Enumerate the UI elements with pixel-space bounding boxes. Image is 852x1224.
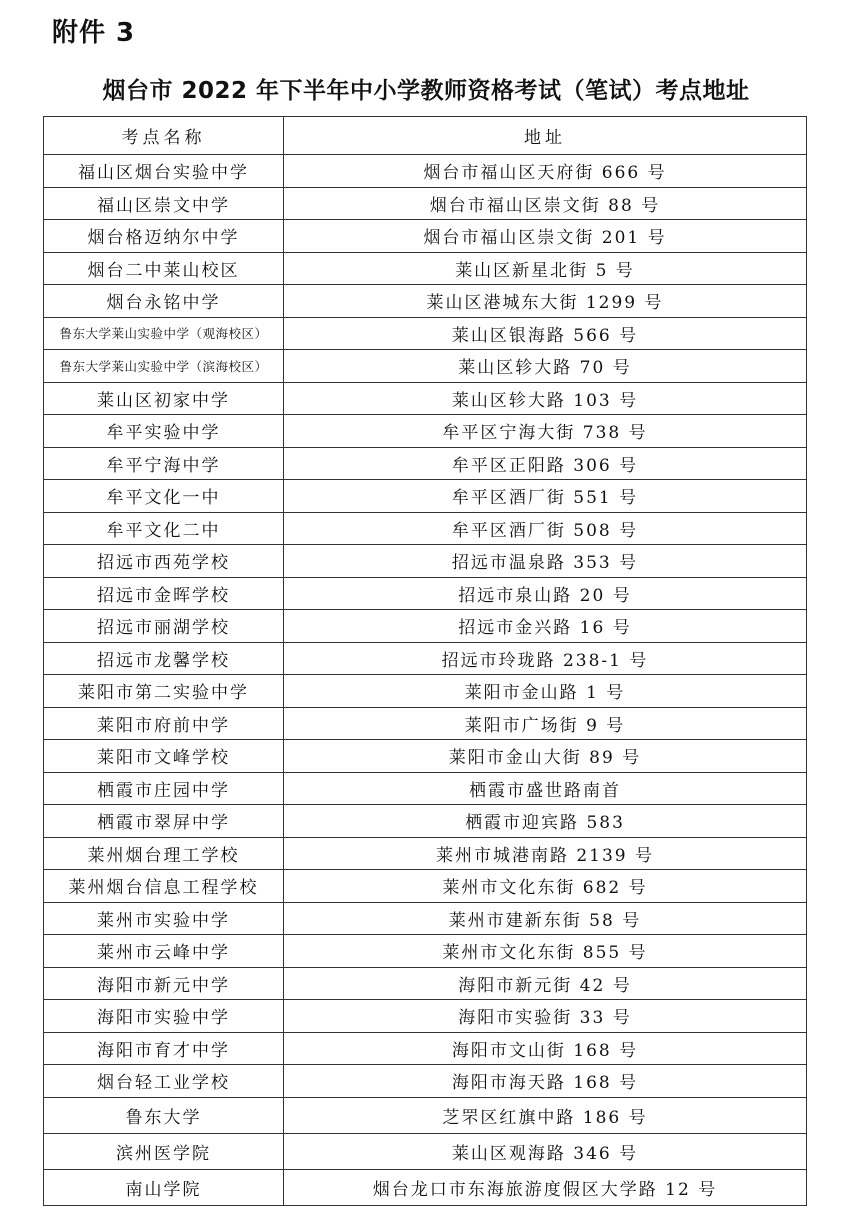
site-name-cell: 莱州市云峰中学 [44, 935, 284, 968]
table-row [44, 642, 807, 675]
site-name-cell: 福山区崇文中学 [44, 187, 284, 220]
attachment-label: 附件 3 [52, 18, 136, 48]
site-name-cell: 福山区烟台实验中学 [44, 155, 284, 188]
site-name-cell: 滨州医学院 [44, 1133, 284, 1169]
table-row [44, 967, 807, 1000]
address-cell: 莱山区轸大路 103 号 [284, 382, 807, 415]
table-row [44, 1000, 807, 1033]
site-name-cell: 莱阳市第二实验中学 [44, 675, 284, 708]
address-cell: 莱山区观海路 346 号 [284, 1133, 807, 1169]
site-name-cell: 鲁东大学 [44, 1097, 284, 1133]
address-cell: 莱州市文化东街 682 号 [284, 870, 807, 903]
address-cell: 牟平区酒厂街 508 号 [284, 512, 807, 545]
table-header-row [44, 117, 807, 155]
table-row [44, 805, 807, 838]
table-row [44, 577, 807, 610]
address-cell: 海阳市实验街 33 号 [284, 1000, 807, 1033]
table-row [44, 447, 807, 480]
address-cell: 牟平区正阳路 306 号 [284, 447, 807, 480]
site-name-cell: 烟台格迈纳尔中学 [44, 220, 284, 253]
site-name-cell: 牟平实验中学 [44, 415, 284, 448]
table-row [44, 902, 807, 935]
site-name-cell: 莱山区初家中学 [44, 382, 284, 415]
site-name-cell: 栖霞市翠屏中学 [44, 805, 284, 838]
site-name-cell: 海阳市新元中学 [44, 967, 284, 1000]
table-row [44, 480, 807, 513]
table-row [44, 740, 807, 773]
address-cell: 烟台市福山区天府街 666 号 [284, 155, 807, 188]
table-row [44, 1133, 807, 1169]
site-name-cell: 莱州市实验中学 [44, 902, 284, 935]
table-row [44, 610, 807, 643]
exam-sites-table [43, 116, 807, 1206]
site-name-cell: 牟平宁海中学 [44, 447, 284, 480]
address-cell: 招远市温泉路 353 号 [284, 545, 807, 578]
address-cell: 牟平区酒厂街 551 号 [284, 480, 807, 513]
address-cell: 莱阳市金山路 1 号 [284, 675, 807, 708]
table-row [44, 512, 807, 545]
site-name-cell: 莱州烟台理工学校 [44, 837, 284, 870]
table-row [44, 382, 807, 415]
document-title: 烟台市 2022 年下半年中小学教师资格考试（笔试）考点地址 [102, 78, 750, 104]
site-name-cell: 鲁东大学莱山实验中学（滨海校区） [44, 350, 284, 383]
table-row [44, 870, 807, 903]
site-name-cell: 烟台二中莱山校区 [44, 252, 284, 285]
table-row [44, 350, 807, 383]
table-row [44, 187, 807, 220]
site-name-cell: 海阳市育才中学 [44, 1032, 284, 1065]
address-cell: 牟平区宁海大街 738 号 [284, 415, 807, 448]
address-cell: 莱州市城港南路 2139 号 [284, 837, 807, 870]
table-row [44, 772, 807, 805]
table-row [44, 1169, 807, 1205]
table-row [44, 837, 807, 870]
table-row [44, 1032, 807, 1065]
table-row [44, 317, 807, 350]
site-name-cell: 烟台轻工业学校 [44, 1065, 284, 1098]
address-cell: 招远市金兴路 16 号 [284, 610, 807, 643]
table-row [44, 285, 807, 318]
address-cell: 烟台市福山区崇文街 201 号 [284, 220, 807, 253]
column-header-address: 地址 [284, 117, 807, 155]
table-row [44, 415, 807, 448]
table-row [44, 935, 807, 968]
address-cell: 招远市玲珑路 238-1 号 [284, 642, 807, 675]
site-name-cell: 烟台永铭中学 [44, 285, 284, 318]
site-name-cell: 招远市西苑学校 [44, 545, 284, 578]
table-row [44, 707, 807, 740]
address-cell: 莱山区银海路 566 号 [284, 317, 807, 350]
site-name-cell: 海阳市实验中学 [44, 1000, 284, 1033]
site-name-cell: 莱阳市府前中学 [44, 707, 284, 740]
table-row [44, 675, 807, 708]
address-cell: 莱阳市广场街 9 号 [284, 707, 807, 740]
address-cell: 海阳市文山街 168 号 [284, 1032, 807, 1065]
address-cell: 芝罘区红旗中路 186 号 [284, 1097, 807, 1133]
site-name-cell: 莱州烟台信息工程学校 [44, 870, 284, 903]
table-row [44, 155, 807, 188]
site-name-cell: 鲁东大学莱山实验中学（观海校区） [44, 317, 284, 350]
site-name-cell: 莱阳市文峰学校 [44, 740, 284, 773]
address-cell: 海阳市海天路 168 号 [284, 1065, 807, 1098]
address-cell: 烟台龙口市东海旅游度假区大学路 12 号 [284, 1169, 807, 1205]
address-cell: 烟台市福山区崇文街 88 号 [284, 187, 807, 220]
site-name-cell: 招远市丽湖学校 [44, 610, 284, 643]
site-name-cell: 牟平文化二中 [44, 512, 284, 545]
table-row [44, 220, 807, 253]
address-cell: 栖霞市迎宾路 583 [284, 805, 807, 838]
address-cell: 莱山区轸大路 70 号 [284, 350, 807, 383]
address-cell: 莱山区港城东大街 1299 号 [284, 285, 807, 318]
table-row [44, 1065, 807, 1098]
site-name-cell: 招远市金晖学校 [44, 577, 284, 610]
site-name-cell: 南山学院 [44, 1169, 284, 1205]
address-cell: 招远市泉山路 20 号 [284, 577, 807, 610]
table-row [44, 545, 807, 578]
table-row [44, 252, 807, 285]
address-cell: 栖霞市盛世路南首 [284, 772, 807, 805]
site-name-cell: 招远市龙馨学校 [44, 642, 284, 675]
column-header-site-name: 考点名称 [44, 117, 284, 155]
address-cell: 莱州市建新东街 58 号 [284, 902, 807, 935]
address-cell: 海阳市新元街 42 号 [284, 967, 807, 1000]
site-name-cell: 栖霞市庄园中学 [44, 772, 284, 805]
address-cell: 莱阳市金山大街 89 号 [284, 740, 807, 773]
address-cell: 莱山区新星北街 5 号 [284, 252, 807, 285]
table-row [44, 1097, 807, 1133]
address-cell: 莱州市文化东街 855 号 [284, 935, 807, 968]
site-name-cell: 牟平文化一中 [44, 480, 284, 513]
